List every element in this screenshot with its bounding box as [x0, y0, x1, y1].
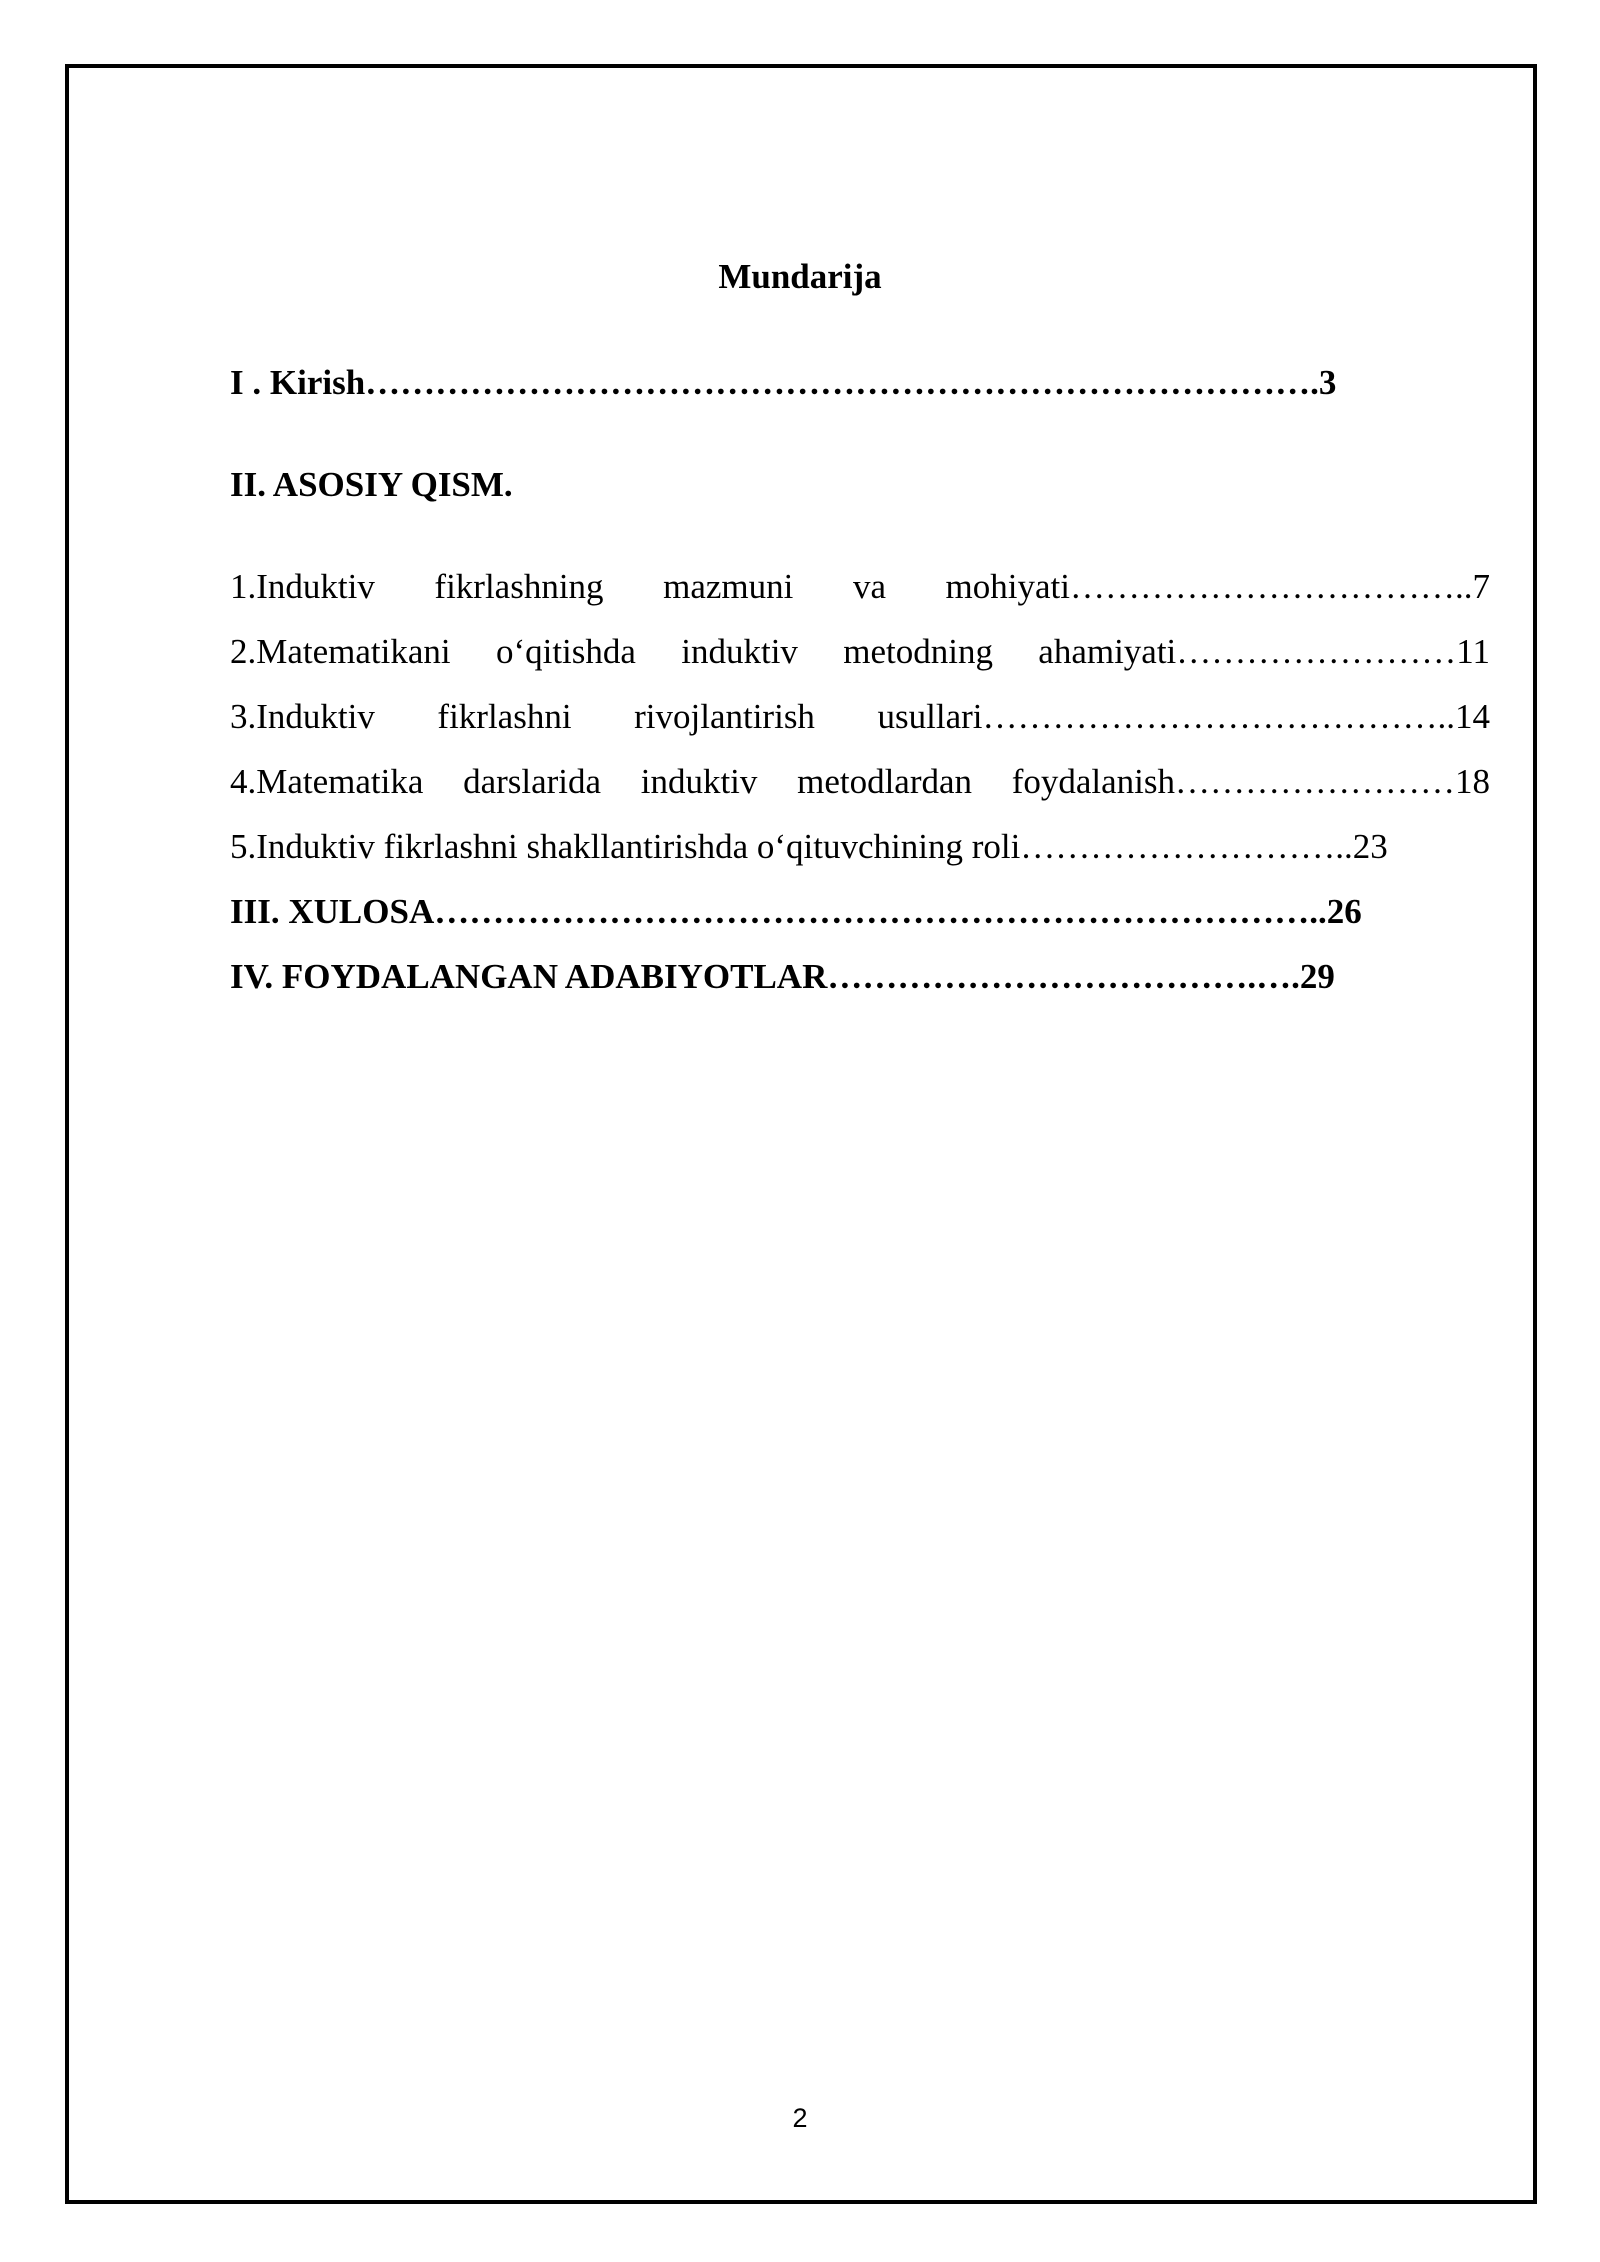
- toc-entry-3-word: fikrlashni: [437, 697, 572, 736]
- toc-entry-xulosa: III. XULOSA…………………………………………………………………..26: [230, 892, 1362, 931]
- toc-entry-2-word: 2.Matematikani: [230, 632, 451, 671]
- toc-entry-2: [230, 627, 1490, 677]
- toc-entry-4-word: induktiv: [640, 762, 758, 801]
- toc-entry-3-word: rivojlantirish: [634, 697, 815, 736]
- toc-entry-1-word: mazmuni: [663, 567, 794, 606]
- toc-entry-kirish: I . Kirish……………………………………………………………………….3: [230, 363, 1337, 402]
- toc-entry-2-word: o‘qitishda: [495, 632, 636, 671]
- toc-entry-4-word: 4.Matematika: [230, 762, 424, 801]
- toc-section-asosiy-qism: II. ASOSIY QISM.: [230, 465, 513, 504]
- toc-entry-1: [230, 562, 1490, 612]
- toc-entry-4: [230, 757, 1490, 807]
- toc-entry-2-word: ahamiyati……………………11: [1038, 632, 1490, 671]
- toc-entry-5: 5.Induktiv fikrlashni shakllantirishda o‘qituvchining roli………………………..23: [230, 827, 1388, 866]
- toc-entry-4-word: darslarida: [463, 762, 602, 801]
- toc-entry-2-word: metodning: [843, 632, 993, 671]
- toc-entry-1-word: fikrlashning: [434, 567, 604, 606]
- toc-entry-adabiyotlar: IV. FOYDALANGAN ADABIYOTLAR……………………………….….29: [230, 957, 1335, 996]
- toc-entry-3-word: 3.Induktiv: [230, 697, 375, 736]
- toc-entry-3-word: usullari…………………………………..14: [877, 697, 1490, 736]
- toc-title: Mundarija: [718, 257, 882, 296]
- toc-entry-2-word: induktiv: [681, 632, 798, 671]
- toc-entry-4-word: foydalanish……………………18: [1011, 762, 1490, 801]
- toc-entry-4-word: metodlardan: [797, 762, 973, 801]
- page-number: 2: [792, 2103, 808, 2133]
- toc-entry-1-word: va: [852, 567, 886, 606]
- toc-entry-1-word: mohiyati……………………………..7: [945, 567, 1490, 606]
- toc-entry-1-word: 1.Induktiv: [230, 567, 375, 606]
- toc-entry-3: [230, 692, 1490, 742]
